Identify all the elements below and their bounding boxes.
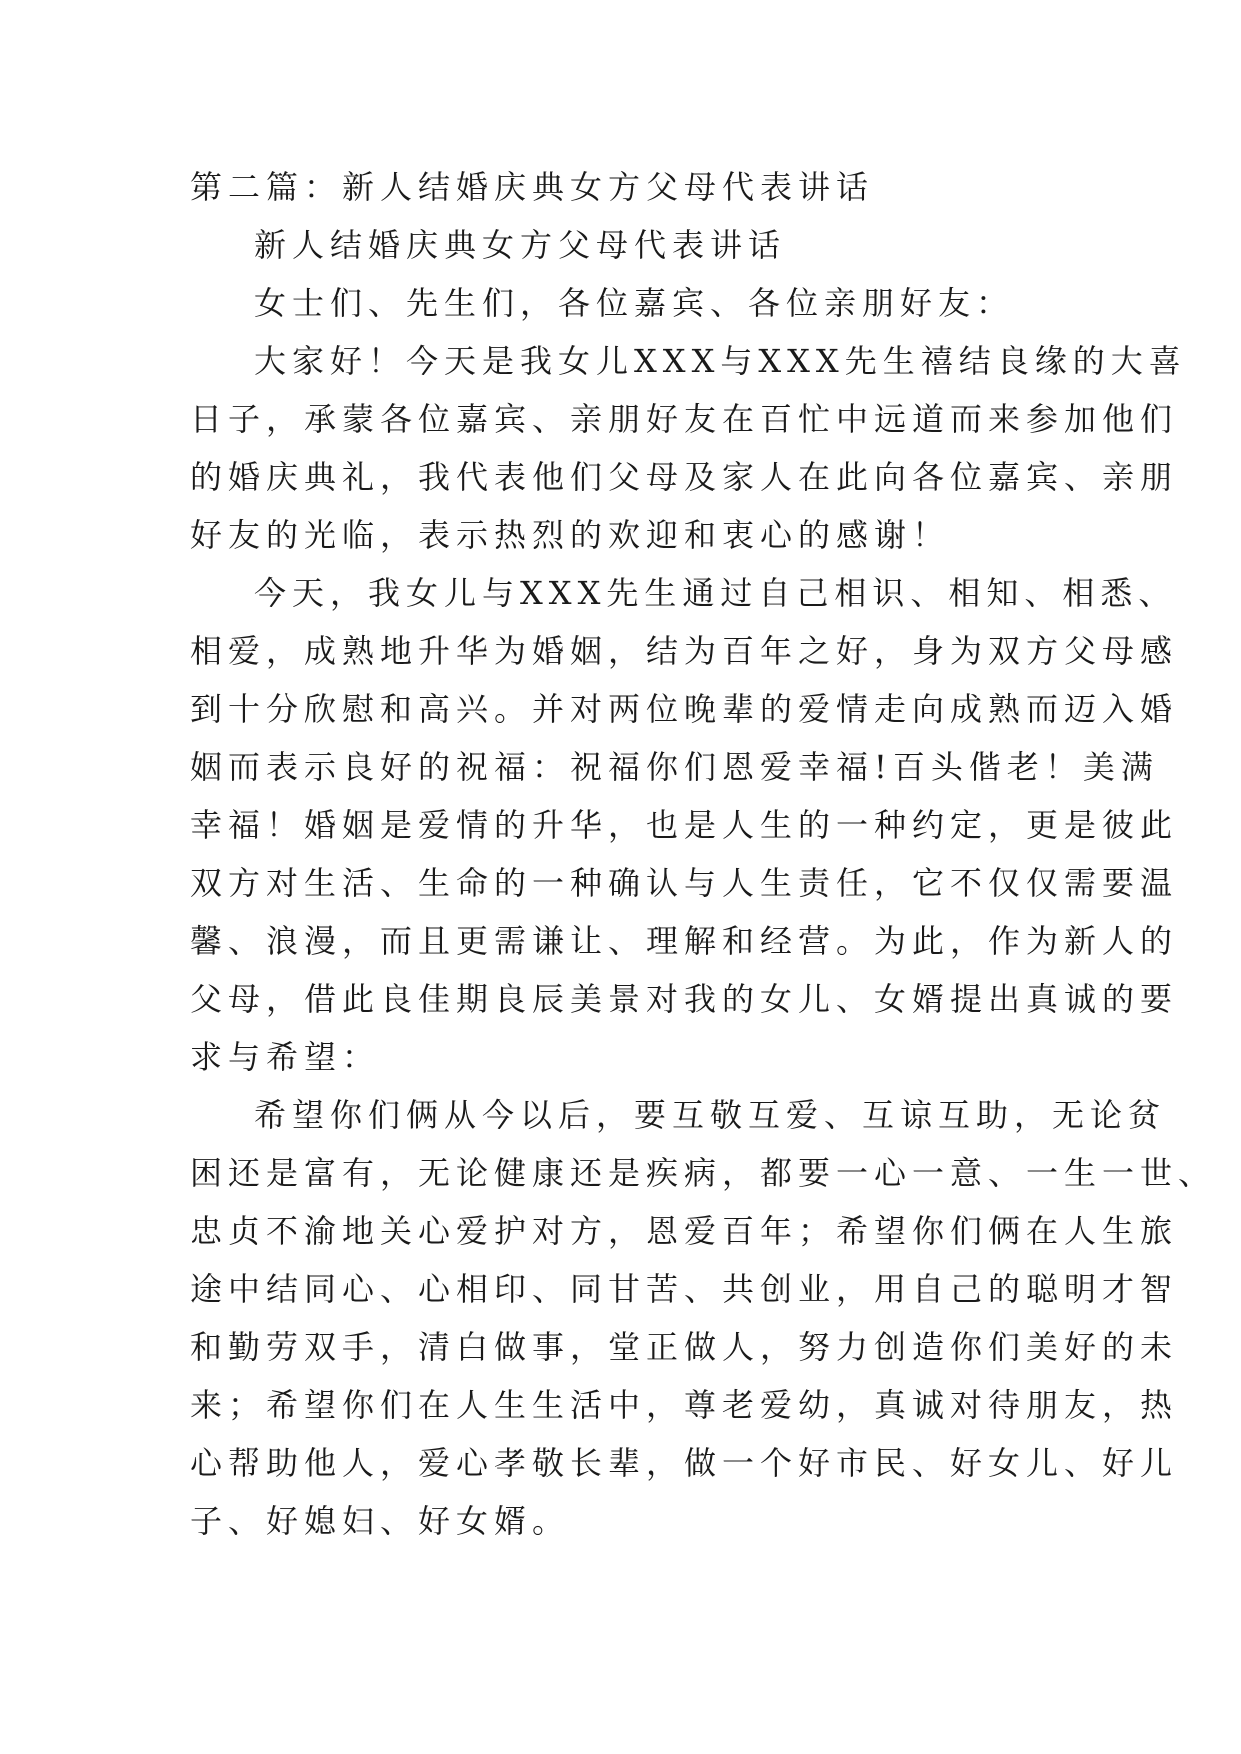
text-line: 忠贞不渝地关心爱护对方，恩爱百年；希望你们俩在人生旅 (190, 1212, 1179, 1250)
document-body (190, 158, 1217, 1550)
text-line: 心帮助他人，爱心孝敬长辈，做一个好市民、好女儿、好儿 (190, 1444, 1179, 1482)
text-line: 途中结同心、心相印、同甘苦、共创业，用自己的聪明才智 (190, 1270, 1179, 1308)
text-line: 和勤劳双手，清白做事，堂正做人，努力创造你们美好的未 (190, 1328, 1179, 1366)
text-line: 父母，借此良佳期良辰美景对我的女儿、女婿提出真诚的要 (190, 980, 1179, 1018)
text-line: 相爱，成熟地升华为婚姻，结为百年之好，身为双方父母感 (190, 632, 1179, 670)
paragraph-blessing (190, 564, 1179, 1086)
text-line: 大家好！今天是我女儿XXX与XXX先生禧结良缘的大喜 (254, 342, 1187, 380)
text-line: 困还是富有，无论健康还是疾病，都要一心一意、一生一世、 (190, 1154, 1217, 1192)
paragraph-greeting (190, 332, 1187, 564)
paragraph-hopes (190, 1086, 1217, 1550)
text-line: 姻而表示良好的祝福：祝福你们恩爱幸福!百头偕老！美满 (190, 748, 1159, 786)
text-line: 馨、浪漫，而且更需谦让、理解和经营。为此，作为新人的 (190, 922, 1179, 960)
text-line: 子、好媳妇、好女婿。 (190, 1502, 571, 1540)
document-heading: 第二篇：新人结婚庆典女方父母代表讲话 (190, 168, 875, 206)
text-line: 希望你们俩从今以后，要互敬互爱、互谅互助，无论贫 (254, 1096, 1167, 1134)
text-line: 到十分欣慰和高兴。并对两位晚辈的爱情走向成熟而迈入婚 (190, 690, 1179, 728)
text-line: 日子，承蒙各位嘉宾、亲朋好友在百忙中远道而来参加他们 (190, 400, 1179, 438)
text-line: 的婚庆典礼，我代表他们父母及家人在此向各位嘉宾、亲朋 (190, 458, 1179, 496)
text-line: 求与希望： (190, 1038, 381, 1076)
text-line: 今天，我女儿与XXX先生通过自己相识、相知、相悉、 (254, 574, 1177, 612)
text-line: 来；希望你们在人生生活中，尊老爱幼，真诚对待朋友，热 (190, 1386, 1179, 1424)
text-line: 双方对生活、生命的一种确认与人生责任，它不仅仅需要温 (190, 864, 1179, 902)
text-line: 幸福！婚姻是爱情的升华，也是人生的一种约定，更是彼此 (190, 806, 1179, 844)
salutation: 女士们、先生们，各位嘉宾、各位亲朋好友： (254, 284, 1015, 322)
text-line: 好友的光临，表示热烈的欢迎和衷心的感谢！ (190, 516, 951, 554)
speech-title: 新人结婚庆典女方父母代表讲话 (254, 226, 787, 264)
